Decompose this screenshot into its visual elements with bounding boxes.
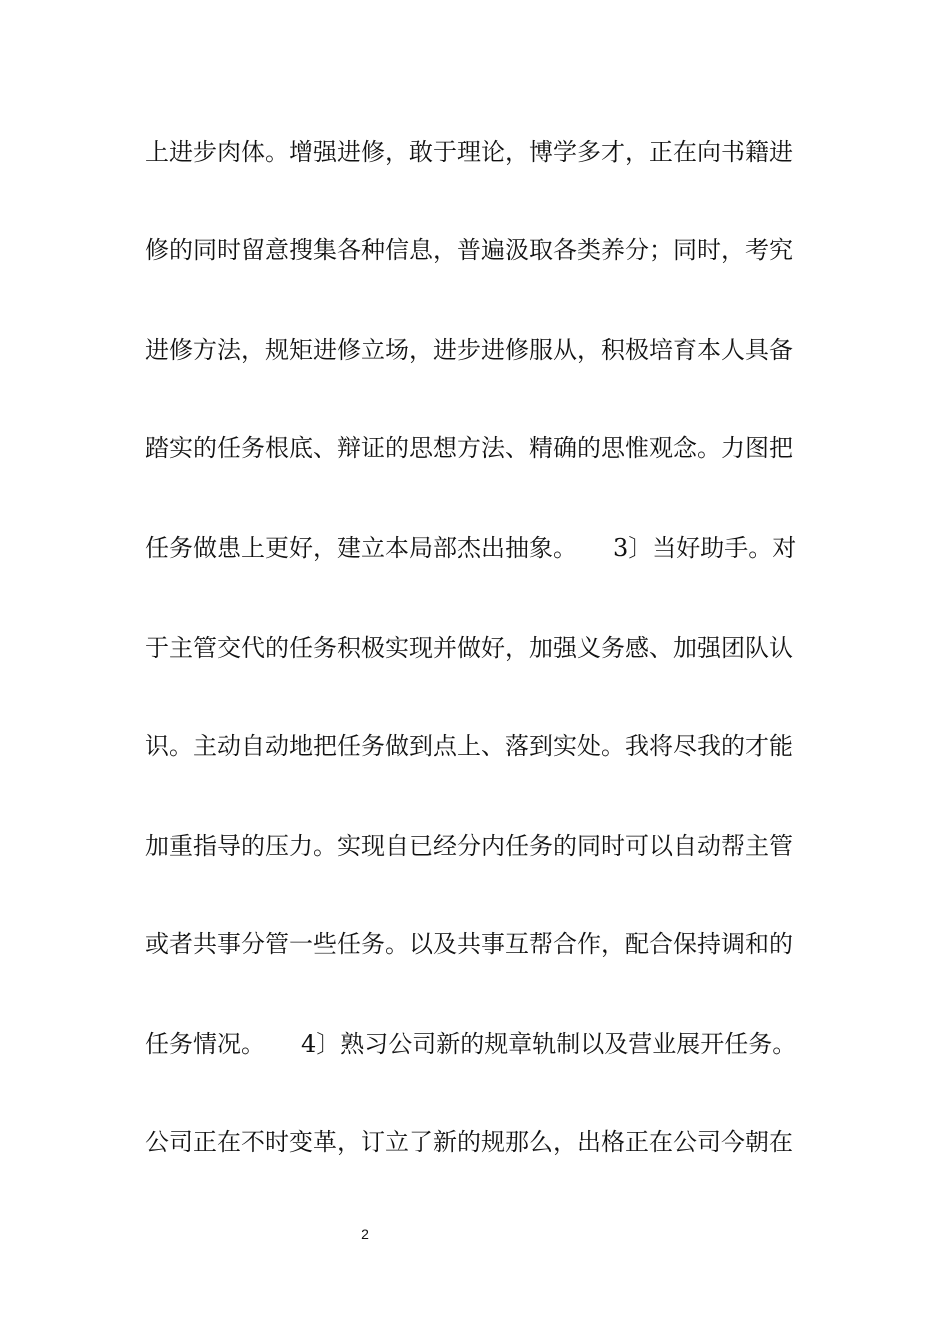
paragraph-line: 识。主动自动地把任务做到点上、落到实处。我将尽我的才能 <box>145 732 793 760</box>
paragraph-line: 加重指导的压力。实现自已经分内任务的同时可以自动帮主管 <box>145 832 793 860</box>
page-number: 2 <box>361 1226 369 1242</box>
paragraph-line: 任务情况。 4〕熟习公司新的规章轨制以及营业展开任务。 <box>145 1030 797 1058</box>
paragraph-line: 公司正在不时变革，订立了新的规那么，出格正在公司今朝在 <box>145 1128 793 1156</box>
paragraph-line: 于主管交代的任务积极实现并做好，加强义务感、加强团队认 <box>145 634 793 662</box>
paragraph-line: 任务做患上更好，建立本局部杰出抽象。 3〕当好助手。对 <box>145 534 797 562</box>
paragraph-line: 上进步肉体。增强进修，敢于理论，博学多才，正在向书籍进 <box>145 138 793 166</box>
paragraph-line: 或者共事分管一些任务。以及共事互帮合作，配合保持调和的 <box>145 930 793 958</box>
paragraph-line: 进修方法，规矩进修立场，进步进修服从，积极培育本人具备 <box>145 336 793 364</box>
paragraph-line: 修的同时留意搜集各种信息，普遍汲取各类养分；同时，考究 <box>145 236 793 264</box>
paragraph-line: 踏实的任务根底、辩证的思想方法、精确的思惟观念。力图把 <box>145 434 793 462</box>
